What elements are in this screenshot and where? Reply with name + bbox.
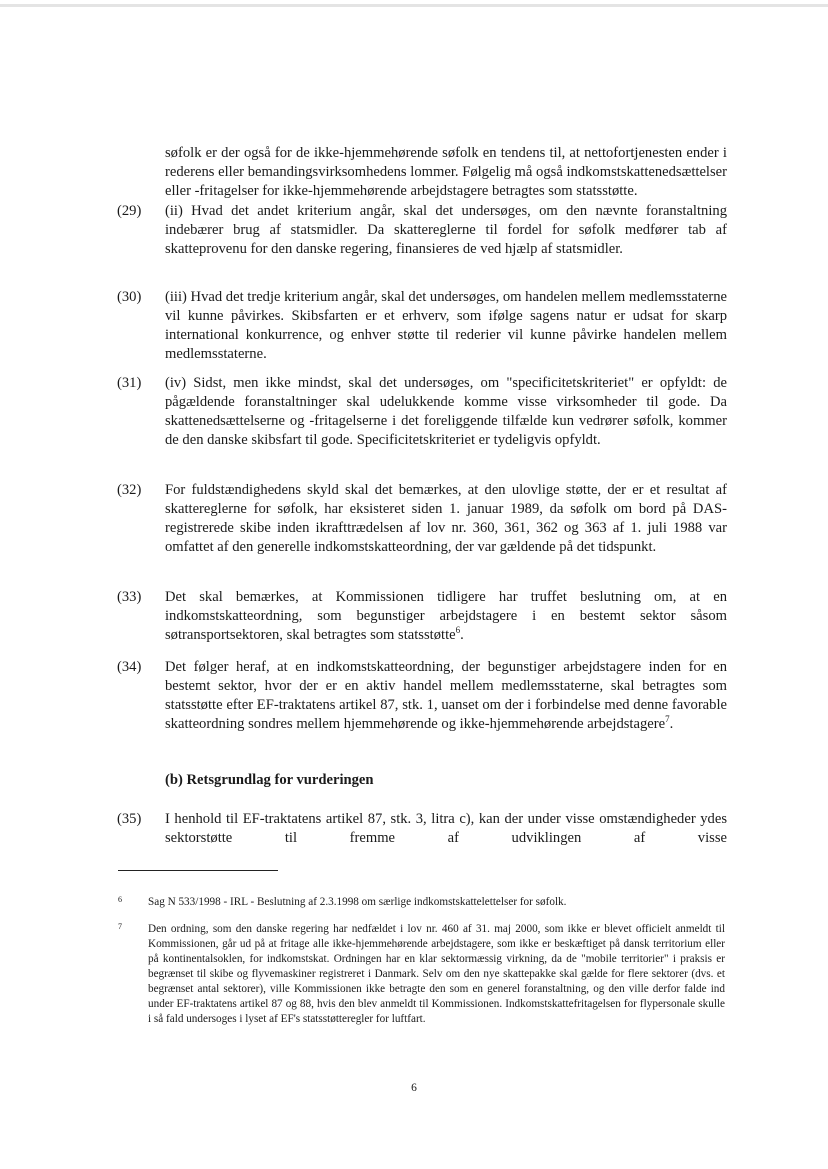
footnote-7 bbox=[118, 922, 725, 1027]
paragraph-text: søfolk er der også for de ikke-hjemmehørende søfolk en tendens til, at nettofortjenesten ender i rederens eller bemandingsvirksomhedens lommer. Følgelig må også indkomstskattenedsættelser eller -fritagelser for ikke-hjemmehørende arbejdstagere betragtes som statsstøtte. bbox=[165, 145, 727, 199]
paragraph-32 bbox=[117, 481, 727, 557]
paragraph-end: . bbox=[669, 716, 674, 732]
paragraph-number: (35) bbox=[117, 811, 142, 827]
paragraph-number: (31) bbox=[117, 375, 142, 391]
paragraph-end: . bbox=[460, 627, 464, 643]
paragraph-continued bbox=[117, 144, 727, 201]
paragraph-text: (ii) Hvad det andet kriterium angår, skal det undersøges, om den nævnte foranstaltning indebærer brug af statsmidler. Da skattereglerne til fordel for søfolk medfører tab af skatteprovenu for den danske regering, finansieres de ved hjælp af statsmidler. bbox=[165, 203, 727, 257]
paragraph-35 bbox=[117, 810, 727, 848]
footnote-number: 7 bbox=[118, 922, 122, 931]
footnote-ref-6[interactable]: 6 bbox=[455, 625, 461, 636]
paragraph-text: Det skal bemærkes, at Kommissionen tidligere har truffet beslutning om, at en indkomstskatteordning, som begunstiger arbejdstagere i en bestemt sektor såsom søtransportsektoren, skal betragtes som statsstøtte bbox=[165, 589, 727, 643]
footnote-text: Sag N 533/1998 - IRL - Beslutning af 2.3.1998 om særlige indkomstskattelettelser for søfolk. bbox=[148, 896, 567, 908]
footnote-number: 6 bbox=[118, 895, 122, 904]
paragraph-31 bbox=[117, 374, 727, 450]
paragraph-number: (30) bbox=[117, 289, 142, 305]
paragraph-33 bbox=[117, 588, 727, 645]
paragraph-29 bbox=[117, 202, 727, 259]
paragraph-text: (iii) Hvad det tredje kriterium angår, skal det undersøges, om handelen mellem medlemsstaterne vil kunne påvirkes. Skibsfarten er et erhverv, som ifølge sagens natur er udsat for skarp international konkurrence, og enhver støtte til rederier vil kunne påvirke handelen mellem medlemsstaterne. bbox=[165, 289, 727, 362]
footnote-text: Den ordning, som den danske regering har nedfældet i lov nr. 460 af 31. maj 2000, som ikke er blevet officielt anmeldt til Kommissionen, går ud på at fritage alle ikke-hjemmehørende arbejdstagere, som ikke er beskæftiget på dansk territorium eller på kontinentalsoklen, for indkomstskat. Ordningen har en klar sektormæssig virkning, da de "mobile territorier" i praksis er begrænset til skibe og flyvemaskiner registreret i Danmark. Selv om den nye skattepakke skal gælde for flere sektorer (dvs. et begrænset antal sektorer), ville Kommissionen ikke betragte den som en generel foranstaltning, og den ville derfor falde ind under EF-traktatens artikel 87 og 88, hvis den blev anmeldt til Kommissionen. Indkomstskattefritagelsen for flypersonale skulle i så fald undersoges i lyset af EF's statsstøtteregler for luftfart. bbox=[148, 923, 725, 1025]
paragraph-text: Det følger heraf, at en indkomstskatteordning, der begunstiger arbejdstagere inden for en bestemt sektor, hvor der er en aktiv handel mellem medlemsstaterne, skal betragtes som statsstøtte efter EF-traktatens artikel 87, stk. 1, uanset om der i forbindelse med denne favorable skatteordning sondres mellem hjemmehørende og ikke-hjemmehørende arbejdstagere bbox=[165, 659, 727, 732]
scan-edge bbox=[0, 4, 828, 7]
page-number: 6 bbox=[411, 1082, 417, 1094]
paragraph-30 bbox=[117, 288, 727, 364]
paragraph-text: I henhold til EF-traktatens artikel 87, stk. 3, litra c), kan der under visse omstændigheder ydes sektorstøtte til fremme af udviklingen af visse bbox=[165, 811, 727, 846]
section-heading: (b) Retsgrundlag for vurderingen bbox=[165, 772, 374, 788]
footnote-separator bbox=[118, 870, 278, 871]
paragraph-text: For fuldstændighedens skyld skal det bemærkes, at den ulovlige støtte, der er et resultat af skattereglerne for søfolk, har eksisteret siden 1. januar 1989, da søfolk om bord på DAS-registrerede skibe inden ikrafttrædelsen af lov nr. 360, 361, 362 og 363 af 1. juli 1988 var omfattet af den generelle indkomstskatteordning, der var gældende på det tidspunkt. bbox=[165, 482, 727, 555]
paragraph-34 bbox=[117, 658, 727, 734]
paragraph-text: (iv) Sidst, men ikke mindst, skal det undersøges, om "specificitetskriteriet" er opfyldt: de pågældende foranstaltninger skal udelukkende komme visse virksomheder til gode. Da skattenedsættelserne og -fritagelserne i det foreliggende tilfælde kun vedrører søfolk, kommer de den danske skibsfart til gode. Specificitetskriteriet er tydeligvis opfyldt. bbox=[165, 375, 727, 448]
paragraph-number: (29) bbox=[117, 203, 142, 219]
footnote-ref-7[interactable]: 7 bbox=[665, 714, 670, 725]
paragraph-number: (33) bbox=[117, 589, 142, 605]
footnote-6 bbox=[118, 895, 725, 910]
paragraph-number: (34) bbox=[117, 659, 142, 675]
paragraph-number: (32) bbox=[117, 482, 142, 498]
